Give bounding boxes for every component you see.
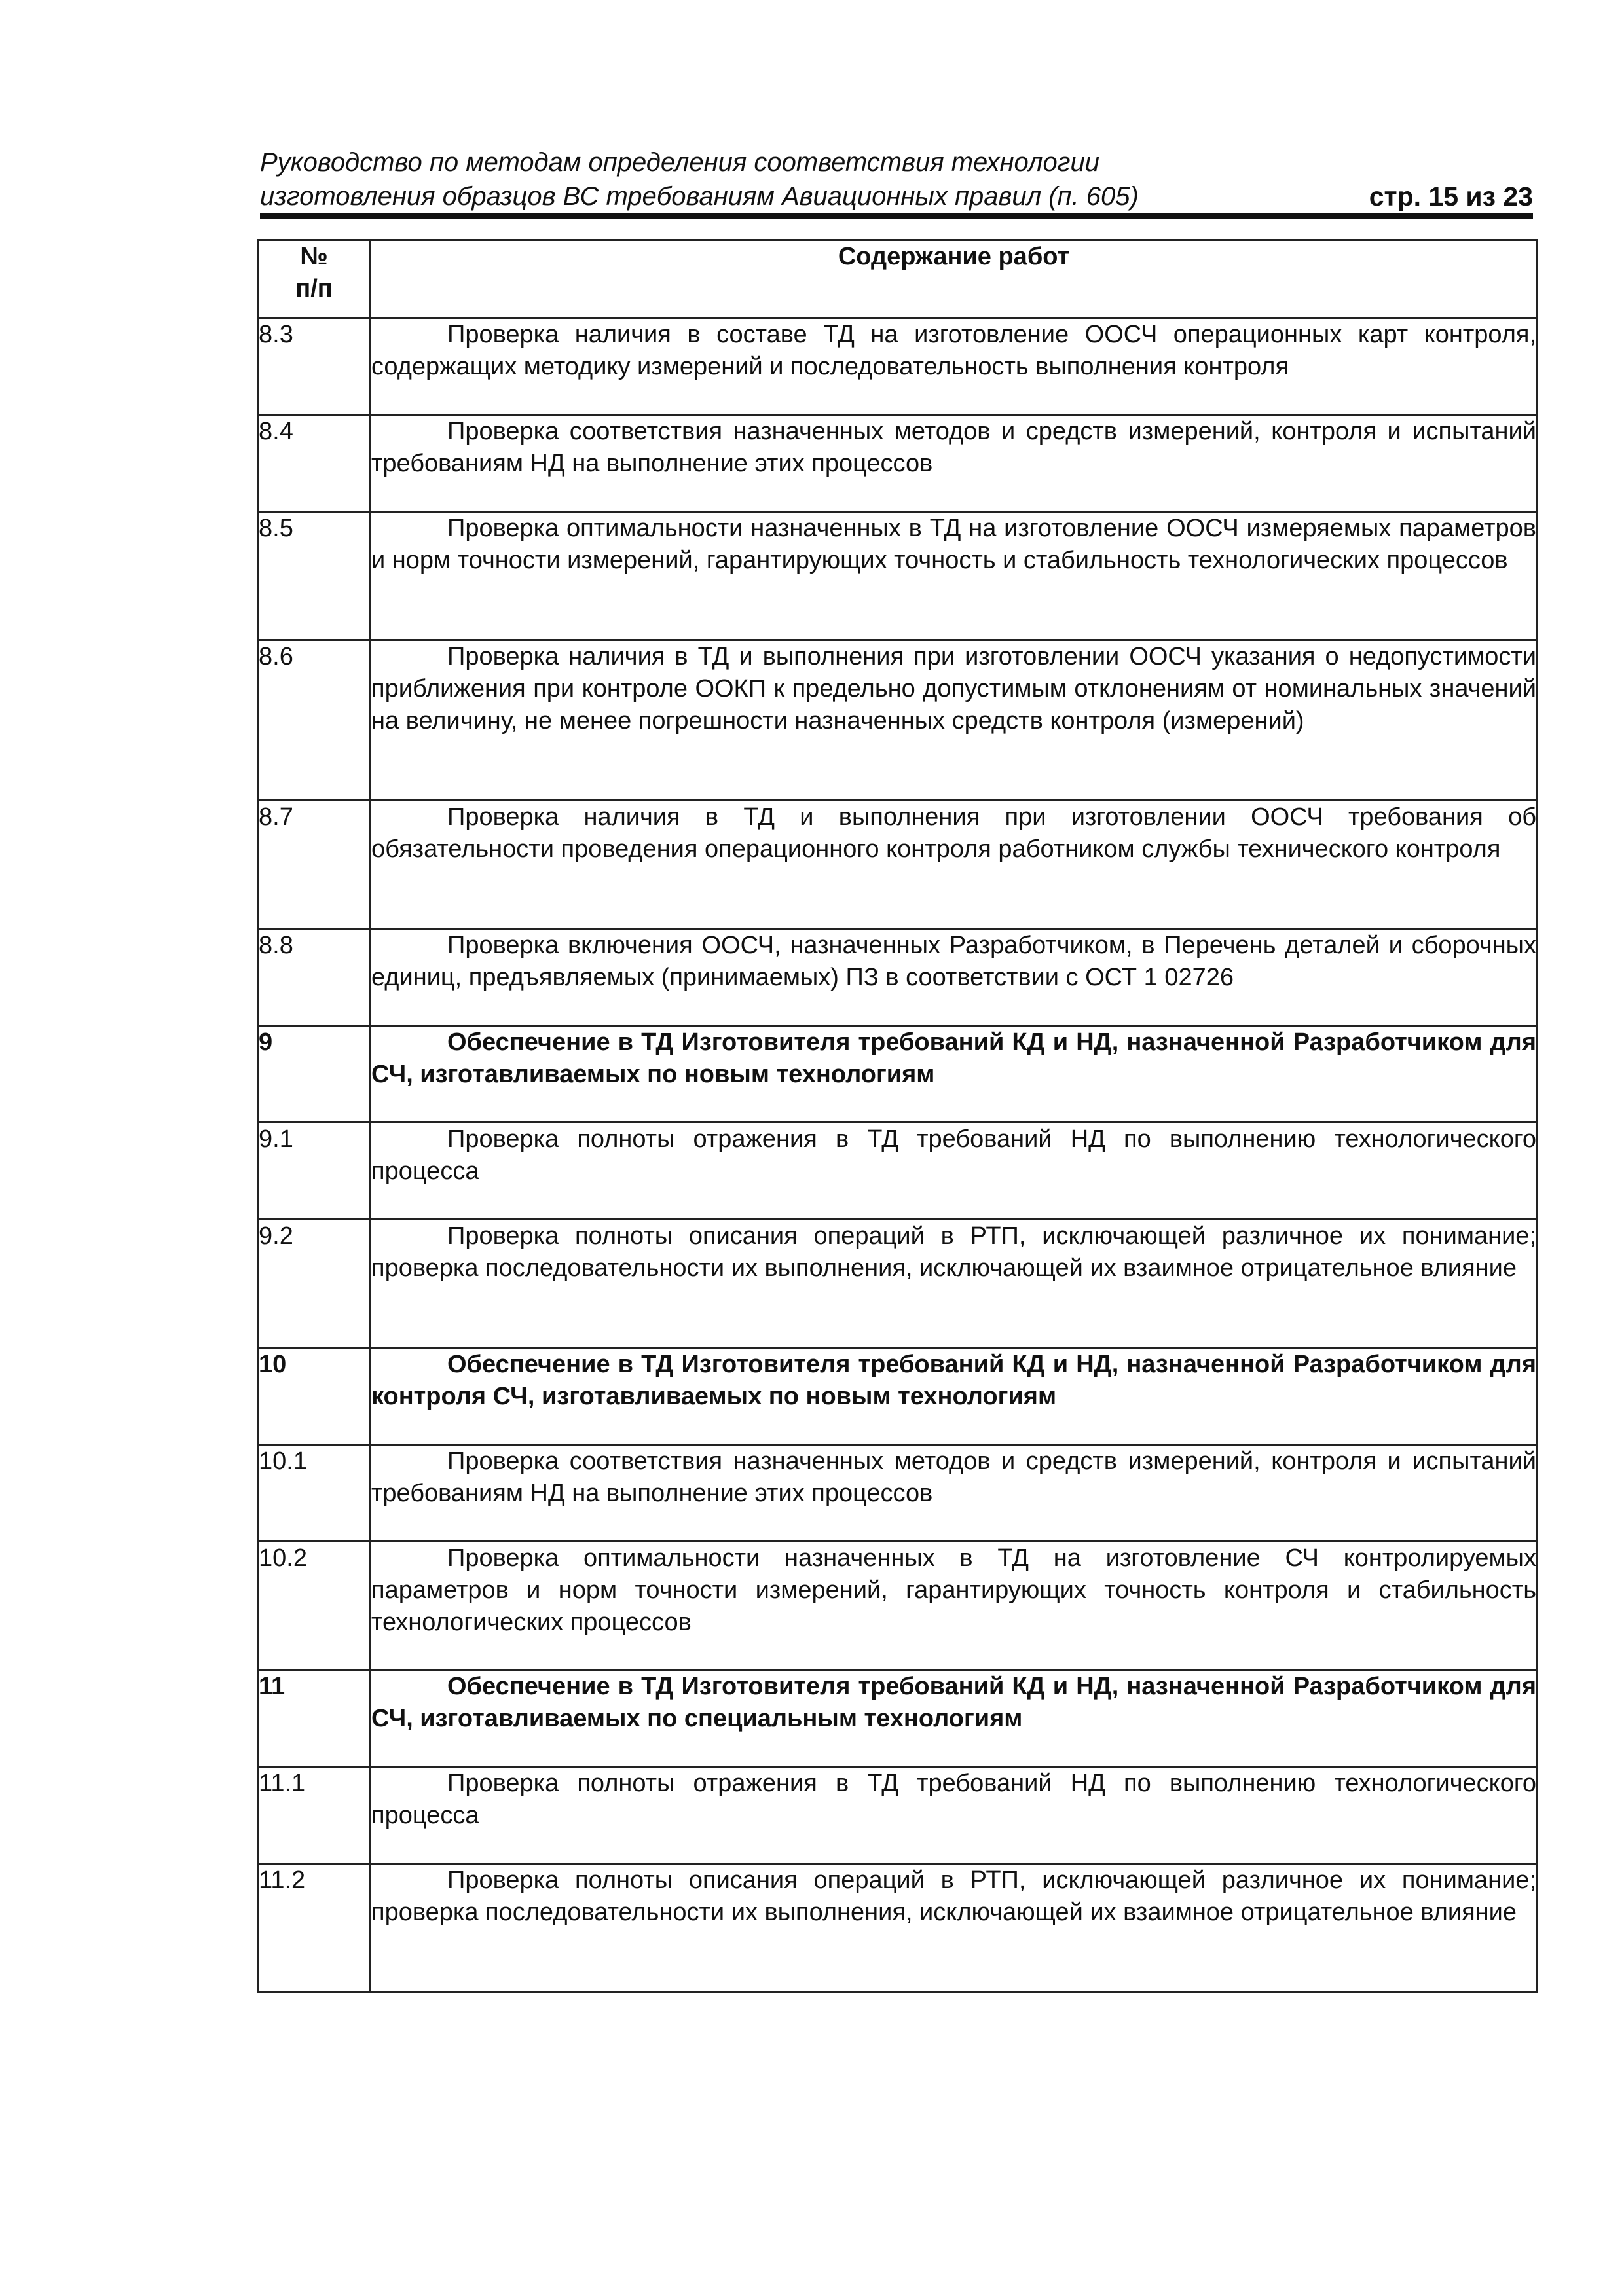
column-header-number-line-2: п/п [295, 275, 333, 302]
row-number: 9.2 [258, 1220, 371, 1348]
row-number: 8.5 [258, 512, 371, 640]
table-row [258, 1542, 1538, 1670]
table-row [258, 1767, 1538, 1864]
table-row [258, 1220, 1538, 1348]
section-number: 9 [258, 1026, 371, 1123]
document-title [260, 145, 1340, 213]
row-number: 10.1 [258, 1445, 371, 1542]
section-number: 11 [258, 1670, 371, 1767]
row-content: Проверка наличия в ТД и выполнения при изготовлении ООСЧ требования об обязательности проведения операционного контроля работником службы технического контроля [371, 801, 1538, 929]
table-row [258, 318, 1538, 415]
row-number: 8.8 [258, 929, 371, 1026]
page-header [260, 145, 1533, 217]
row-number: 8.3 [258, 318, 371, 415]
document-title-line-1: Руководство по методам определения соответствия технологии [260, 148, 1099, 177]
row-number: 8.6 [258, 640, 371, 801]
table-row [258, 929, 1538, 1026]
header-divider [260, 213, 1533, 219]
row-number: 8.4 [258, 415, 371, 512]
column-header-content: Содержание работ [371, 240, 1538, 318]
row-number: 11.1 [258, 1767, 371, 1864]
section-row [258, 1026, 1538, 1123]
row-number: 11.2 [258, 1864, 371, 1992]
row-content: Проверка полноты отражения в ТД требований НД по выполнению технологического процесса [371, 1123, 1538, 1220]
row-content: Проверка оптимальности назначенных в ТД на изготовление СЧ контролируемых параметров и норм точности измерений, гарантирующих точность контроля и стабильность технологических процессов [371, 1542, 1538, 1670]
row-content: Проверка полноты отражения в ТД требований НД по выполнению технологического процесса [371, 1767, 1538, 1864]
column-header-number-line-1: № [300, 243, 328, 270]
table-row [258, 415, 1538, 512]
works-table [257, 239, 1538, 1993]
row-content: Проверка полноты описания операций в РТП, исключающей различное их понимание; проверка последовательности их выполнения, исключающей их взаимное отрицательное влияние [371, 1864, 1538, 1992]
row-content: Проверка наличия в ТД и выполнения при изготовлении ООСЧ указания о недопустимости приближения при контроле ООКП к предельно допустимым отклонениям от номинальных значений на величину, не менее погрешности назначенных средств контроля (измерений) [371, 640, 1538, 801]
row-number: 9.1 [258, 1123, 371, 1220]
table-row [258, 512, 1538, 640]
table-row [258, 1864, 1538, 1992]
row-content: Проверка полноты описания операций в РТП, исключающей различное их понимание; проверка последовательности их выполнения, исключающей их взаимное отрицательное влияние [371, 1220, 1538, 1348]
row-content: Проверка соответствия назначенных методов и средств измерений, контроля и испытаний требованиям НД на выполнение этих процессов [371, 415, 1538, 512]
section-title: Обеспечение в ТД Изготовителя требований КД и НД, назначенной Разработчиком для СЧ, изготавливаемых по специальным технологиям [371, 1670, 1538, 1767]
page-number: стр. 15 из 23 [1369, 181, 1533, 211]
row-number: 8.7 [258, 801, 371, 929]
section-row [258, 1670, 1538, 1767]
table-header-row [258, 240, 1538, 318]
table-row [258, 801, 1538, 929]
section-row [258, 1348, 1538, 1445]
row-number: 10.2 [258, 1542, 371, 1670]
table-row [258, 1445, 1538, 1542]
document-title-line-2: изготовления образцов ВС требованиям Авиационных правил (п. 605) [260, 182, 1139, 211]
section-title: Обеспечение в ТД Изготовителя требований КД и НД, назначенной Разработчиком для СЧ, изготавливаемых по новым технологиям [371, 1026, 1538, 1123]
section-title: Обеспечение в ТД Изготовителя требований КД и НД, назначенной Разработчиком для контроля СЧ, изготавливаемых по новым технологиям [371, 1348, 1538, 1445]
row-content: Проверка соответствия назначенных методов и средств измерений, контроля и испытаний требованиям НД на выполнение этих процессов [371, 1445, 1538, 1542]
table-row [258, 1123, 1538, 1220]
section-number: 10 [258, 1348, 371, 1445]
row-content: Проверка наличия в составе ТД на изготовление ООСЧ операционных карт контроля, содержащих методику измерений и последовательность выполнения контроля [371, 318, 1538, 415]
column-header-number [258, 240, 371, 318]
row-content: Проверка оптимальности назначенных в ТД на изготовление ООСЧ измеряемых параметров и норм точности измерений, гарантирующих точность и стабильность технологических процессов [371, 512, 1538, 640]
row-content: Проверка включения ООСЧ, назначенных Разработчиком, в Перечень деталей и сборочных единиц, предъявляемых (принимаемых) ПЗ в соответствии с ОСТ 1 02726 [371, 929, 1538, 1026]
table-row [258, 640, 1538, 801]
